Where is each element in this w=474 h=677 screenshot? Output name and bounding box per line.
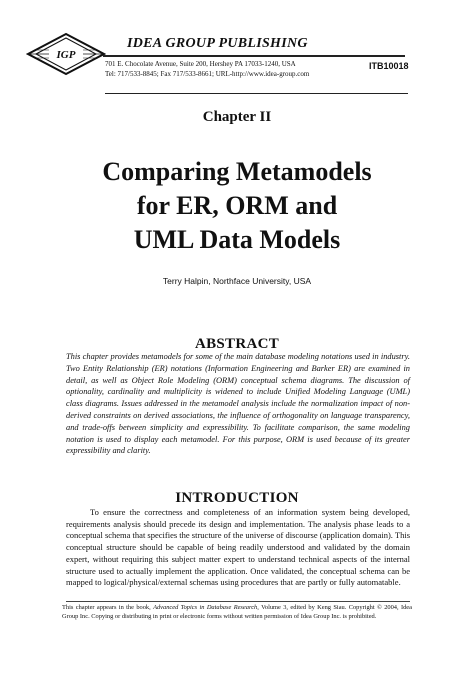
title-line: Comparing Metamodels (102, 157, 372, 186)
chapter-title (0, 155, 474, 257)
footnote-suffix: , Volume 3, edited by Keng Siau. Copyright © 2004, Idea Group Inc. Copying or distributing in print or electronic forms without written permission of Idea Group Inc. is prohibited. (62, 604, 412, 620)
header-rule (103, 55, 405, 57)
title-line: for ER, ORM and (136, 191, 338, 220)
publisher-logo (26, 32, 106, 76)
footnote-rule (66, 601, 410, 602)
copyright-footnote (62, 604, 412, 622)
abstract-text: This chapter provides metamodels for some of the main database modeling notations used in industry. Two Entity Relationship (ER) notations (Information Engineering and Barker ER) are examined in detail, as well as Object Role Modeling (ORM) conceptual schema diagrams. The discussion of optionality, cardinality and multiplicity is widened to include Unified Modeling Language (UML) class diagrams. Issues addressed in the metamodel analysis include the normalization impact of non-derived constraints on derived associations, the influence of orthogonality on language transparency, and trade-offs between simplicity and expressibility. To facilitate comparison, the same modeling notation is used to display each metamodel. For this purpose, ORM is used because of its greater expressibility and clarity. (66, 352, 410, 456)
author-line: Terry Halpin, Northface University, USA (162, 276, 312, 286)
title-line: UML Data Models (133, 225, 341, 254)
chapter-label: Chapter II (202, 109, 272, 125)
document-code: ITB10018 (369, 61, 409, 71)
header-divider (105, 93, 408, 94)
publisher-contact: Tel: 717/533-8845; Fax 717/533-8661; URL-http://www.idea-group.com (105, 70, 310, 78)
logo-text: IGP (56, 49, 76, 61)
publisher-name: IDEA GROUP PUBLISHING (127, 36, 308, 51)
introduction-heading: INTRODUCTION (175, 490, 299, 506)
book-title: Advanced Topics in Database Research (153, 604, 258, 611)
introduction-text: To ensure the correctness and completeness of an information system being developed, requirements analysis should precede its design and implementation. The analysis phase leads to a conceptual schema that specifies the structure of the universe of discourse (application domain). This conceptual structure should be capable of being readily understood and validated by the domain expert, without requiring this subject matter expert to understand technical aspects of the internal structure used to actually implement the application. Once validated, the conceptual schema can be mapped to logical/physical/external schemas using procedures that are partly or fully automatable. (66, 507, 410, 588)
publisher-address: 701 E. Chocolate Avenue, Suite 200, Hershey PA 17033-1240, USA (105, 60, 296, 68)
abstract-heading: ABSTRACT (194, 336, 280, 352)
footnote-prefix: This chapter appears in the book, (62, 604, 154, 611)
